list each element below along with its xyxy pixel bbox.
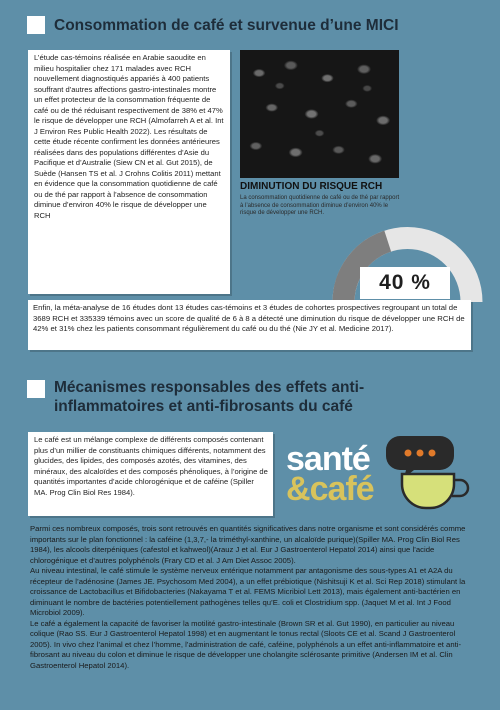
section2-body-paragraph-1: Parmi ces nombreux composés, trois sont retrouvés en quantités significatives dans notre organisme et sont considérés comme importants sur le plan fonctionnel : la caféine (1,3,7,- la triméthyl-xanthine, un alcaloïde purique)(Spiller MA. Prog Clin Biol Res 1984), les alcools diterpéniques (cafestol et kahweol)(Arauz J et al. Eur J Gastroenterol Hepatol 2014) ainsi que l’acide chlorogénique et d’autres polyphénols (Frary CD et al. J Am Diet Assoc 2005).: [30, 524, 466, 565]
section2-intro-box: [28, 432, 273, 516]
section2-title-line1: Mécanismes responsables des effets anti-: [54, 379, 365, 396]
logo-word-cafe: café: [309, 470, 374, 508]
logo-word-sante: santé: [286, 440, 370, 478]
section2-title-line2: inflammatoires et anti-fibrosants du café: [54, 398, 353, 415]
meta-analysis-text: Enfin, la méta-analyse de 16 études dont 13 études cas-témoins et 3 études de cohortes prospectives regroupant un total de 3689 RCH et 335339 témoins avec un score de qualité de 6 à 8 a détecté une diminution du risque de développer une RCH de 42% et 31% chez les patients consommant régulièrement du café ou du thé (Nie JY et al. Medicine 2017).: [33, 303, 465, 333]
coffee-beans-image: [240, 50, 399, 178]
section2-body: [30, 524, 476, 671]
gauge-value-box: [360, 267, 450, 299]
meta-analysis-box: [28, 300, 471, 350]
logo-ampersand: &: [286, 470, 310, 508]
section1-title: Consommation de café et survenue d’une MICI: [54, 17, 399, 34]
section2-intro-text: Le café est un mélange complexe de différents composés contenant plus d’un millier de constituants chimiques différents, notamment des glucides, des lipides, des composés azotés, des vitamines, des minéraux, des alcaloïdes et des composés phénoliques, à l’origine de quantités importantes d’acide chlorogénique et de caféine (Spiller MA. Prog Clin Biol Res 1984).: [34, 435, 268, 497]
coffee-cup-icon: [384, 430, 476, 512]
cup-body: [402, 474, 454, 508]
section1-intro-box: [28, 50, 230, 294]
section1-marker: [27, 16, 45, 34]
gauge-value: 40 %: [379, 271, 431, 294]
section1-intro-text: L’étude cas-témoins réalisée en Arabie saoudite en milieu hospitalier chez 171 malades avec RCH nouvellement diagnostiqués appariés à 400 patients souffrant d'autres affections gastro-intestinales montre un effet protecteur de la consommation fréquente de café ou de thé réduisant respectivement de 38% et 47% le risque de développer une RCH (Almofarreh A et al. Int J Environ Res Public Health 2022). Les résultats de cette étude récente confirment les données antérieures réalisées dans des populations différentes d’Asie du Pacifique et d’Australie (Siew CN et al. Gut 2015), de Suède (Hansen TS et al. J Crohns Colitis 2011) mettant en évidence que la consommation quotidienne de café ou de thé par rapport à l’absence de consommation diminue d’environ 40% le risque de développer une RCH: [34, 53, 224, 220]
caption-text: La consommation quotidienne de café ou de thé par rapport à l’absence de consommation diminue d’environ 40% le risque de développer une RCH.: [240, 195, 400, 216]
section2-title: [54, 378, 494, 416]
speech-bubble-icon: [386, 436, 454, 478]
sante-cafe-logo: [286, 440, 396, 508]
caption-title: DIMINUTION DU RISQUE RCH: [240, 181, 383, 192]
section2-body-paragraph-3: Le café a également la capacité de favoriser la motilité gastro-intestinale (Brown SR et al. Gut 1990), en particulier au niveau colique (Rao SS. Eur J Gastroenterol Hepatol 1998) et en augmentant le tonus rectal (Sloots CE et al. Scand J Gastroenterol 2005). In vivo chez l’animal et chez l’homme, l’administration de café, caféine, polyphénols a un effet anti-inflammatoire et anti-fibrosant au niveau du colon et diminue le risque de développer une cholangite sclérosante primitive (Andersen IM et al. Clin Gastroenterol Hepatol 2014).: [30, 618, 462, 670]
section2-marker: [27, 380, 45, 398]
section2-body-paragraph-2: Au niveau intestinal, le café stimule le système nerveux entérique notamment par antagonisme des sous-types A1 et A2A du récepteur de l’adénosine (James JE. Psychosom Med 2004), a un effet prébiotique (Nishitsuji K et al. Sci Rep 2018) stimulant la croissance de Lactobacillus et Bifidobacteries (Nakayama T et al. FEMS Micribiol Lett 2013), mais également anti-bactérien en diminuant le nombre de bactéries potentiellement pathogènes telles qu’E. coli et Clostridium spp. (Jaquet M et al. Int J Food Microbiol 2009).: [30, 566, 466, 617]
